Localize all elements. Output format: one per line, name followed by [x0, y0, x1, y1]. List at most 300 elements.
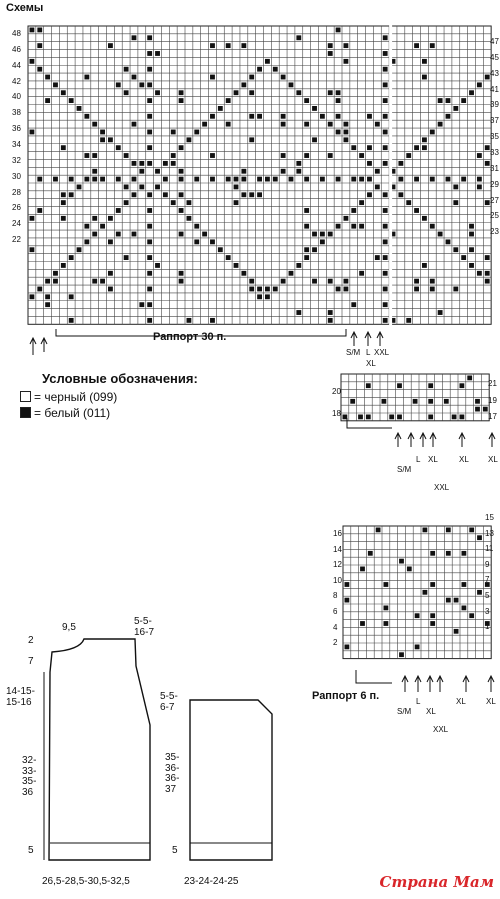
main-chart-stitch	[84, 224, 89, 229]
main-chart-stitch	[132, 122, 137, 127]
main-chart-stitch	[351, 208, 356, 213]
main-chart-stitch	[469, 263, 474, 268]
row-number: 25	[490, 211, 499, 221]
main-chart-stitch	[139, 82, 144, 87]
main-chart-stitch	[351, 145, 356, 150]
main-chart-stitch	[108, 137, 113, 142]
main-chart-stitch	[383, 255, 388, 260]
main-chart-stitch	[344, 43, 349, 48]
main-chart-stitch	[108, 43, 113, 48]
main-chart-stitch	[446, 114, 451, 119]
main-chart-stitch	[469, 224, 474, 229]
main-chart-stitch	[61, 263, 66, 268]
size-label: XL	[459, 455, 469, 464]
main-chart-stitch	[132, 177, 137, 182]
main-chart-stitch	[485, 75, 490, 80]
main-chart-stitch	[453, 287, 458, 292]
main-chart-stitch	[37, 208, 42, 213]
row-number: 7	[485, 575, 490, 585]
main-chart-stitch	[485, 200, 490, 205]
small-chart-2-stitch	[430, 613, 435, 618]
small-chart-1-stitch	[382, 399, 387, 404]
main-chart-stitch	[257, 67, 262, 72]
main-chart-stitch	[312, 279, 317, 284]
main-chart-stitch	[155, 90, 160, 95]
main-chart-stitch	[61, 192, 66, 197]
row-number: 16	[333, 529, 342, 538]
main-chart-stitch	[446, 98, 451, 103]
main-chart-stitch	[328, 232, 333, 237]
main-chart-stitch	[155, 169, 160, 174]
main-chart-stitch	[383, 67, 388, 72]
sleeve-rib-height: 5	[172, 845, 178, 856]
main-chart-stitch	[226, 122, 231, 127]
main-chart-stitch	[100, 137, 105, 142]
main-chart-stitch	[273, 67, 278, 72]
main-chart-stitch	[241, 82, 246, 87]
main-chart-stitch	[304, 208, 309, 213]
main-chart-stitch	[61, 90, 66, 95]
size-label: XXL	[374, 348, 390, 357]
main-chart-stitch	[453, 185, 458, 190]
main-chart-stitch	[359, 271, 364, 276]
size-label: XL	[426, 707, 436, 716]
main-chart-stitch	[422, 59, 427, 64]
main-chart-stitch	[296, 161, 301, 166]
main-chart-stitch	[210, 43, 215, 48]
main-chart-stitch	[430, 279, 435, 284]
main-chart-stitch	[257, 177, 262, 182]
main-chart-stitch	[37, 287, 42, 292]
row-number: 9	[485, 559, 490, 569]
main-chart-stitch	[344, 287, 349, 292]
small-rapport-label: Раппорт 6 п.	[312, 690, 380, 702]
main-chart-stitch	[469, 232, 474, 237]
main-chart-stitch	[289, 271, 294, 276]
small-chart-2-stitch	[407, 567, 412, 572]
main-chart-stitch	[359, 153, 364, 158]
main-chart-stitch	[296, 169, 301, 174]
main-chart-stitch	[383, 161, 388, 166]
row-number: 23	[490, 227, 499, 237]
main-chart-stitch	[155, 185, 160, 190]
main-chart-stitch	[328, 51, 333, 56]
main-chart-stitch	[100, 279, 105, 284]
main-chart-stitch	[422, 145, 427, 150]
main-chart-stitch	[375, 185, 380, 190]
small-chart-2-stitch	[384, 621, 389, 626]
main-chart-stitch	[344, 122, 349, 127]
main-chart-stitch	[375, 255, 380, 260]
main-chart-stitch	[241, 169, 246, 174]
main-chart-stitch	[281, 75, 286, 80]
main-chart-stitch	[84, 75, 89, 80]
main-chart-stitch	[477, 185, 482, 190]
main-chart-stitch	[469, 90, 474, 95]
row-number: 47	[490, 37, 499, 46]
main-chart-stitch	[453, 247, 458, 252]
main-chart-stitch	[383, 98, 388, 103]
main-chart-stitch	[45, 294, 50, 299]
main-chart-stitch	[422, 216, 427, 221]
main-chart-stitch	[84, 239, 89, 244]
row-number: 43	[490, 68, 499, 78]
small-chart-2-stitch	[376, 528, 381, 533]
main-chart-stitch	[257, 294, 262, 299]
main-chart-stitch	[69, 192, 74, 197]
main-chart-stitch	[344, 137, 349, 142]
main-chart-stitch	[249, 75, 254, 80]
main-chart-stitch	[37, 177, 42, 182]
main-chart-stitch	[422, 137, 427, 142]
row-number: 26	[12, 203, 21, 213]
row-number: 20	[332, 387, 341, 396]
small-chart-1-stitch	[467, 376, 472, 381]
small-chart-1-stitch	[397, 415, 402, 420]
row-number: 24	[12, 219, 21, 229]
row-number: 4	[333, 622, 338, 632]
main-chart-stitch	[430, 130, 435, 135]
main-chart-stitch	[45, 302, 50, 307]
small-chart-2-stitch	[345, 645, 350, 650]
main-chart-stitch	[351, 302, 356, 307]
small-chart-2-stitch	[462, 582, 467, 587]
main-chart-stitch	[234, 200, 239, 205]
main-chart-stitch	[100, 177, 105, 182]
main-chart-stitch	[147, 224, 152, 229]
main-chart-stitch	[304, 247, 309, 252]
main-chart-stitch	[446, 177, 451, 182]
main-chart-stitch	[406, 200, 411, 205]
filled-square-icon	[20, 407, 31, 418]
main-chart-stitch	[296, 90, 301, 95]
main-chart-stitch	[100, 224, 105, 229]
main-chart-stitch	[241, 43, 246, 48]
main-chart-stitch	[398, 161, 403, 166]
main-chart-stitch	[328, 153, 333, 158]
main-chart-stitch	[461, 98, 466, 103]
main-chart-stitch	[202, 122, 207, 127]
main-chart-stitch	[249, 287, 254, 292]
main-chart-stitch	[147, 67, 152, 72]
main-chart-stitch	[336, 28, 341, 33]
main-chart-stitch	[367, 192, 372, 197]
main-chart-stitch	[179, 90, 184, 95]
main-chart-stitch	[477, 177, 482, 182]
main-chart-stitch	[249, 279, 254, 284]
main-chart-stitch	[351, 224, 356, 229]
main-chart-stitch	[147, 35, 152, 40]
main-chart-stitch	[179, 98, 184, 103]
row-number: 32	[12, 155, 21, 165]
main-chart-stitch	[367, 161, 372, 166]
main-chart-stitch	[179, 208, 184, 213]
main-chart-stitch	[344, 279, 349, 284]
small-chart-1-stitch	[428, 415, 433, 420]
main-chart-stitch	[147, 114, 152, 119]
row-number: 11	[485, 544, 494, 554]
main-chart-stitch	[108, 239, 113, 244]
main-chart-stitch	[179, 169, 184, 174]
row-number: 44	[12, 60, 21, 70]
main-chart-stitch	[84, 177, 89, 182]
main-chart-stitch	[438, 98, 443, 103]
main-chart-stitch	[132, 192, 137, 197]
main-chart-stitch	[147, 145, 152, 150]
front-neck-depth: 2	[28, 635, 34, 646]
main-chart-stitch	[351, 177, 356, 182]
main-chart-stitch	[30, 130, 35, 135]
main-chart-stitch	[383, 208, 388, 213]
main-chart-stitch	[187, 200, 192, 205]
main-chart-stitch	[257, 192, 262, 197]
small-chart-2-stitch	[462, 551, 467, 556]
main-chart-stitch	[116, 177, 121, 182]
main-chart-stitch	[132, 232, 137, 237]
main-chart-stitch	[234, 90, 239, 95]
small-chart-1-stitch	[366, 415, 371, 420]
main-chart-stitch	[234, 177, 239, 182]
main-chart-stitch	[414, 208, 419, 213]
main-chart-stitch	[383, 82, 388, 87]
size-label: L	[416, 455, 421, 464]
main-chart-stitch	[406, 153, 411, 158]
row-number: 45	[490, 52, 499, 62]
size-label: L	[366, 348, 371, 357]
main-chart-stitch	[414, 287, 419, 292]
size-label: XL	[488, 455, 498, 464]
main-chart-stitch	[171, 130, 176, 135]
small-chart-1-stitch	[483, 407, 488, 412]
size-label: S/M	[397, 465, 412, 474]
main-chart-stitch	[132, 35, 137, 40]
small-chart-1-stitch	[350, 399, 355, 404]
main-chart-stitch	[147, 208, 152, 213]
row-number: 31	[490, 163, 499, 173]
main-chart-stitch	[147, 287, 152, 292]
main-chart-stitch	[336, 177, 341, 182]
main-rapport-label: Раппорт 30 п.	[153, 331, 227, 343]
size-label: L	[416, 697, 421, 706]
main-chart-stitch	[155, 263, 160, 268]
main-chart-stitch	[383, 287, 388, 292]
main-chart-stitch	[328, 318, 333, 323]
main-chart-stitch	[367, 177, 372, 182]
main-chart-stitch	[406, 318, 411, 323]
row-number: 46	[12, 44, 21, 54]
main-chart-stitch	[273, 177, 278, 182]
main-chart-stitch	[218, 247, 223, 252]
main-chart-stitch	[485, 145, 490, 150]
main-chart-stitch	[37, 28, 42, 33]
main-chart-stitch	[281, 153, 286, 158]
front-armhole-height: 14-15- 15-16	[6, 686, 35, 708]
row-number: 34	[12, 139, 21, 149]
main-chart-stitch	[30, 247, 35, 252]
main-chart-stitch	[61, 200, 66, 205]
row-number: 36	[12, 124, 21, 134]
main-chart-stitch	[139, 185, 144, 190]
main-chart-stitch	[257, 114, 262, 119]
main-chart-stitch	[147, 239, 152, 244]
main-chart-stitch	[304, 153, 309, 158]
main-chart-stitch	[194, 224, 199, 229]
small-chart-2-stitch	[399, 652, 404, 657]
main-chart-stitch	[461, 255, 466, 260]
main-chart-stitch	[187, 216, 192, 221]
row-number: 17	[488, 412, 497, 421]
main-chart-stitch	[171, 200, 176, 205]
main-chart-stitch	[179, 279, 184, 284]
main-chart-stitch	[163, 192, 168, 197]
size-label: XL	[428, 455, 438, 464]
row-number: 29	[490, 179, 499, 189]
main-chart-stitch	[92, 216, 97, 221]
main-chart-stitch	[273, 287, 278, 292]
main-chart-stitch	[241, 177, 246, 182]
main-chart-stitch	[430, 43, 435, 48]
small-chart-2-stitch	[423, 590, 428, 595]
main-chart-stitch	[336, 90, 341, 95]
main-chart-stitch	[30, 216, 35, 221]
main-chart-stitch	[226, 177, 231, 182]
main-chart-stitch	[45, 75, 50, 80]
row-number: 13	[485, 528, 494, 538]
main-chart-stitch	[359, 200, 364, 205]
main-chart-stitch	[383, 35, 388, 40]
small-chart-1-stitch	[475, 399, 480, 404]
main-chart-stitch	[453, 106, 458, 111]
small-chart-1-stitch	[413, 399, 418, 404]
main-chart-stitch	[485, 161, 490, 166]
main-chart-stitch	[179, 232, 184, 237]
size-label: S/M	[397, 707, 412, 716]
main-chart-stitch	[69, 255, 74, 260]
main-chart-stitch	[344, 59, 349, 64]
small-chart-2-stitch	[430, 551, 435, 556]
main-chart-stitch	[398, 192, 403, 197]
main-chart-stitch	[367, 145, 372, 150]
main-chart-stitch	[234, 185, 239, 190]
small-chart-2-stitch	[360, 621, 365, 626]
legend-item-filled: = белый (011)	[20, 406, 110, 420]
main-chart-stitch	[53, 82, 58, 87]
main-chart-stitch	[304, 122, 309, 127]
main-chart-stitch	[61, 145, 66, 150]
main-chart-stitch	[296, 310, 301, 315]
size-label: XXL	[434, 483, 450, 492]
main-chart-stitch	[124, 255, 129, 260]
main-chart-stitch	[92, 153, 97, 158]
size-label: XL	[456, 697, 466, 706]
main-chart-stitch	[139, 161, 144, 166]
main-chart-stitch	[383, 302, 388, 307]
main-chart-stitch	[147, 318, 152, 323]
main-chart-stitch	[116, 82, 121, 87]
main-chart-stitch	[147, 255, 152, 260]
main-chart-stitch	[92, 177, 97, 182]
small-chart-2-stitch	[477, 590, 482, 595]
front-neck-width: 9,5	[62, 622, 76, 633]
main-chart-stitch	[100, 130, 105, 135]
main-chart-stitch	[147, 130, 152, 135]
main-chart-stitch	[430, 224, 435, 229]
main-chart-stitch	[453, 200, 458, 205]
watermark-logo: Страна Мам	[379, 873, 494, 891]
main-chart-stitch	[328, 122, 333, 127]
small-chart-2-stitch	[345, 582, 350, 587]
row-number: 42	[12, 76, 21, 86]
small-chart-2-stitch	[430, 621, 435, 626]
main-chart-stitch	[398, 177, 403, 182]
main-chart-stitch	[336, 98, 341, 103]
main-chart-stitch	[344, 216, 349, 221]
main-chart-stitch	[414, 145, 419, 150]
main-chart-stitch	[92, 169, 97, 174]
legend-title: Условные обозначения:	[42, 371, 198, 386]
main-chart-stitch	[210, 153, 215, 158]
main-chart-stitch	[281, 169, 286, 174]
main-chart-stitch	[438, 232, 443, 237]
main-chart-stitch	[281, 122, 286, 127]
small-chart-1-stitch	[475, 407, 480, 412]
main-chart-stitch	[194, 130, 199, 135]
row-number: 14	[333, 544, 342, 554]
main-chart-stitch	[108, 287, 113, 292]
main-chart-stitch	[69, 294, 74, 299]
main-chart-stitch	[171, 153, 176, 158]
main-chart-stitch	[281, 114, 286, 119]
main-chart-stitch	[37, 67, 42, 72]
main-chart-stitch	[304, 255, 309, 260]
main-chart-stitch	[485, 255, 490, 260]
main-chart-stitch	[179, 177, 184, 182]
main-chart-stitch	[485, 279, 490, 284]
row-number: 41	[490, 84, 499, 94]
main-chart-stitch	[383, 145, 388, 150]
row-number: 3	[485, 606, 490, 616]
small-chart-2-stitch	[368, 551, 373, 556]
small-chart-1-stitch	[428, 399, 433, 404]
main-chart-stitch	[179, 271, 184, 276]
front-rib-height: 5	[28, 845, 34, 856]
small-chart-2-stitch	[384, 582, 389, 587]
main-chart-stitch	[61, 216, 66, 221]
row-number: 48	[12, 29, 21, 38]
main-chart-stitch	[446, 239, 451, 244]
main-chart-stitch	[438, 310, 443, 315]
main-chart-stitch	[312, 137, 317, 142]
row-number: 15	[485, 513, 494, 522]
small-chart-2-stitch	[454, 598, 459, 603]
main-chart-stitch	[179, 145, 184, 150]
main-chart-stitch	[383, 318, 388, 323]
small-chart-1-stitch	[428, 383, 433, 388]
size-label: XXL	[433, 725, 449, 734]
legend-item-empty: = черный (099)	[20, 390, 117, 404]
main-chart-stitch	[108, 271, 113, 276]
main-chart-stitch	[469, 247, 474, 252]
row-number: 30	[12, 171, 21, 181]
main-chart-stitch	[328, 90, 333, 95]
small-chart-2-stitch	[446, 528, 451, 533]
row-number: 2	[333, 638, 338, 648]
main-chart-stitch	[328, 279, 333, 284]
main-chart-stitch	[132, 161, 137, 166]
main-chart-stitch	[422, 75, 427, 80]
small-chart-2-stitch	[462, 606, 467, 611]
front-body-length: 32- 33- 35- 36	[22, 755, 37, 798]
